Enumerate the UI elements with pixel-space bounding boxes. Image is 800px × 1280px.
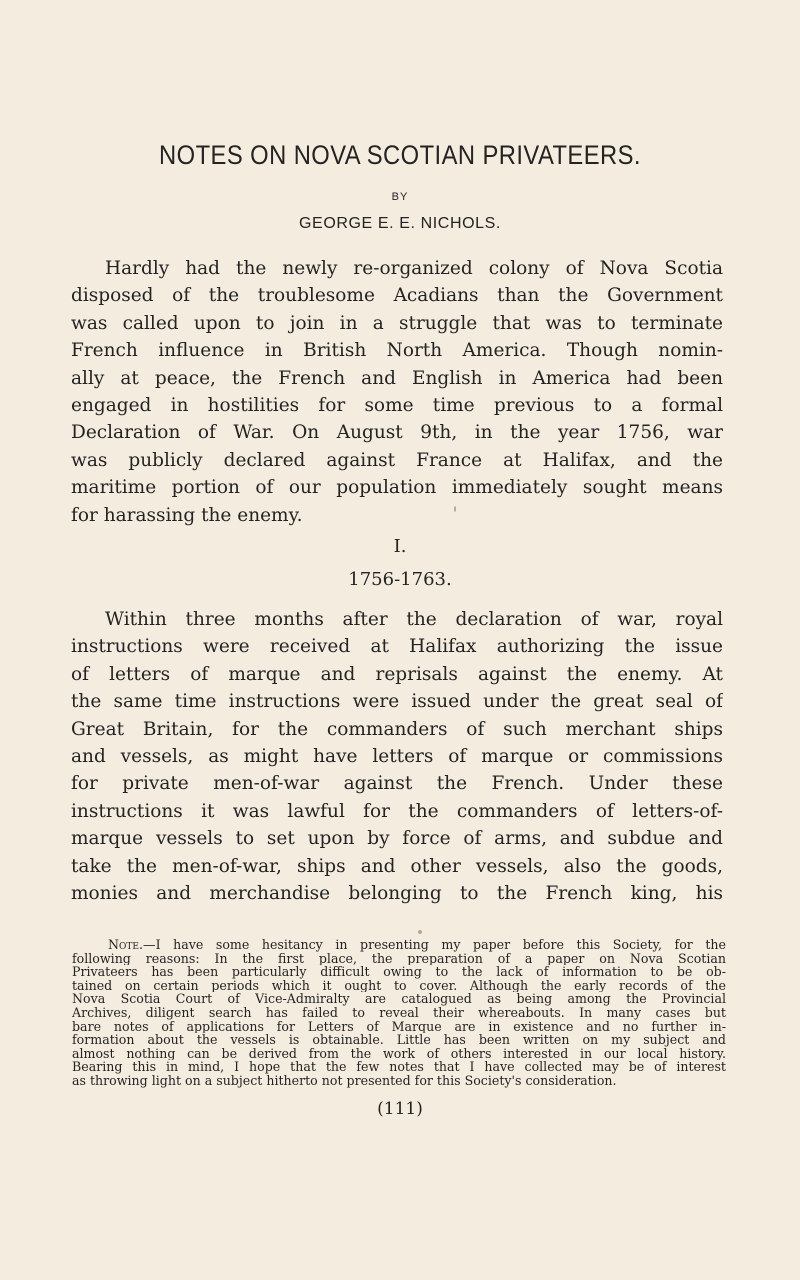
text-line: instructions it was lawful for the commanders of letters-of- xyxy=(71,800,723,822)
text-line: for private men-of-war against the French. Under these xyxy=(71,773,723,795)
paragraph-section-one xyxy=(71,606,723,907)
text-line: maritime portion of our population immediately sought means xyxy=(71,477,723,499)
author-name: GEORGE E. E. NICHOLS. xyxy=(299,215,501,232)
footnote-line: Nova Scotia Court of Vice-Admiralty are catalogued as being among the Provincial xyxy=(72,992,726,1006)
footnote-line: tained on certain periods which it ought to cover. Although the early records of the xyxy=(72,978,726,993)
footnote-line: formation about the vessels is obtainable. Little has been written on my subject and xyxy=(72,1033,726,1047)
page-number: (111) xyxy=(377,1099,423,1119)
text-line: for harassing the enemy. xyxy=(71,504,303,526)
text-line: and vessels, as might have letters of marque or commissions xyxy=(71,745,723,767)
text-line: monies and merchandise belonging to the French king, his xyxy=(71,882,723,904)
footnote-line: Bearing this in mind, I hope that the few notes that I have collected may be of interest xyxy=(72,1060,726,1074)
footnote-line: bare notes of applications for Letters of Marque are in existence and no further in- xyxy=(72,1019,726,1034)
paper-speck xyxy=(454,506,456,512)
footnote-line xyxy=(72,938,726,952)
text-line: Within three months after the declaration of war, royal xyxy=(105,609,723,630)
text-line: take the men-of-war, ships and other vessels, also the goods, xyxy=(71,855,723,877)
text-line: ally at peace, the French and English in America had been xyxy=(71,367,723,389)
footnote-line: almost nothing can be derived from the work of others interested in our local history. xyxy=(72,1046,726,1061)
text-line: Hardly had the newly re-organized colony of Nova Scotia xyxy=(105,258,723,279)
text-line: Declaration of War. On August 9th, in the year 1756, war xyxy=(71,422,723,444)
footnote-line: as throwing light on a subject hitherto not presented for this Society's consideration. xyxy=(72,1073,617,1088)
footnote-line: following reasons: In the first place, the preparation of a paper on Nova Scotian xyxy=(72,951,726,966)
text-line: disposed of the troublesome Acadians than the Government xyxy=(71,285,723,307)
text-line: was publicly declared against France at Halifax, and the xyxy=(71,449,723,471)
footnote-line: Archives, diligent search has failed to reveal their whereabouts. In many cases but xyxy=(72,1005,726,1020)
paper-speck xyxy=(418,930,422,934)
text-line: marque vessels to set upon by force of arms, and subdue and xyxy=(71,828,723,850)
section-years: 1756-1763. xyxy=(348,569,452,590)
section-number: I. xyxy=(393,536,407,557)
footnote-lead: Note. xyxy=(108,938,143,952)
text-line: Great Britain, for the commanders of such merchant ships xyxy=(71,718,723,740)
paragraph-intro xyxy=(71,255,723,529)
text-line: French influence in British North America. Though nomin- xyxy=(71,340,723,362)
article-title: NOTES ON NOVA SCOTIAN PRIVATEERS. xyxy=(159,140,641,170)
text-line: the same time instructions were issued under the great seal of xyxy=(71,691,723,713)
text-line: of letters of marque and reprisals against the enemy. At xyxy=(71,663,723,685)
footnote-first-text: —I have some hesitancy in presenting my paper before this Society, for the xyxy=(142,938,726,952)
byline: BY xyxy=(391,191,409,203)
footnote xyxy=(72,938,726,1088)
text-line: was called upon to join in a struggle that was to terminate xyxy=(71,312,723,334)
text-line: engaged in hostilities for some time previous to a formal xyxy=(71,394,723,416)
text-line: instructions were received at Halifax authorizing the issue xyxy=(71,636,723,658)
footnote-line: Privateers has been particularly difficult owing to the lack of information to be ob- xyxy=(72,965,726,979)
